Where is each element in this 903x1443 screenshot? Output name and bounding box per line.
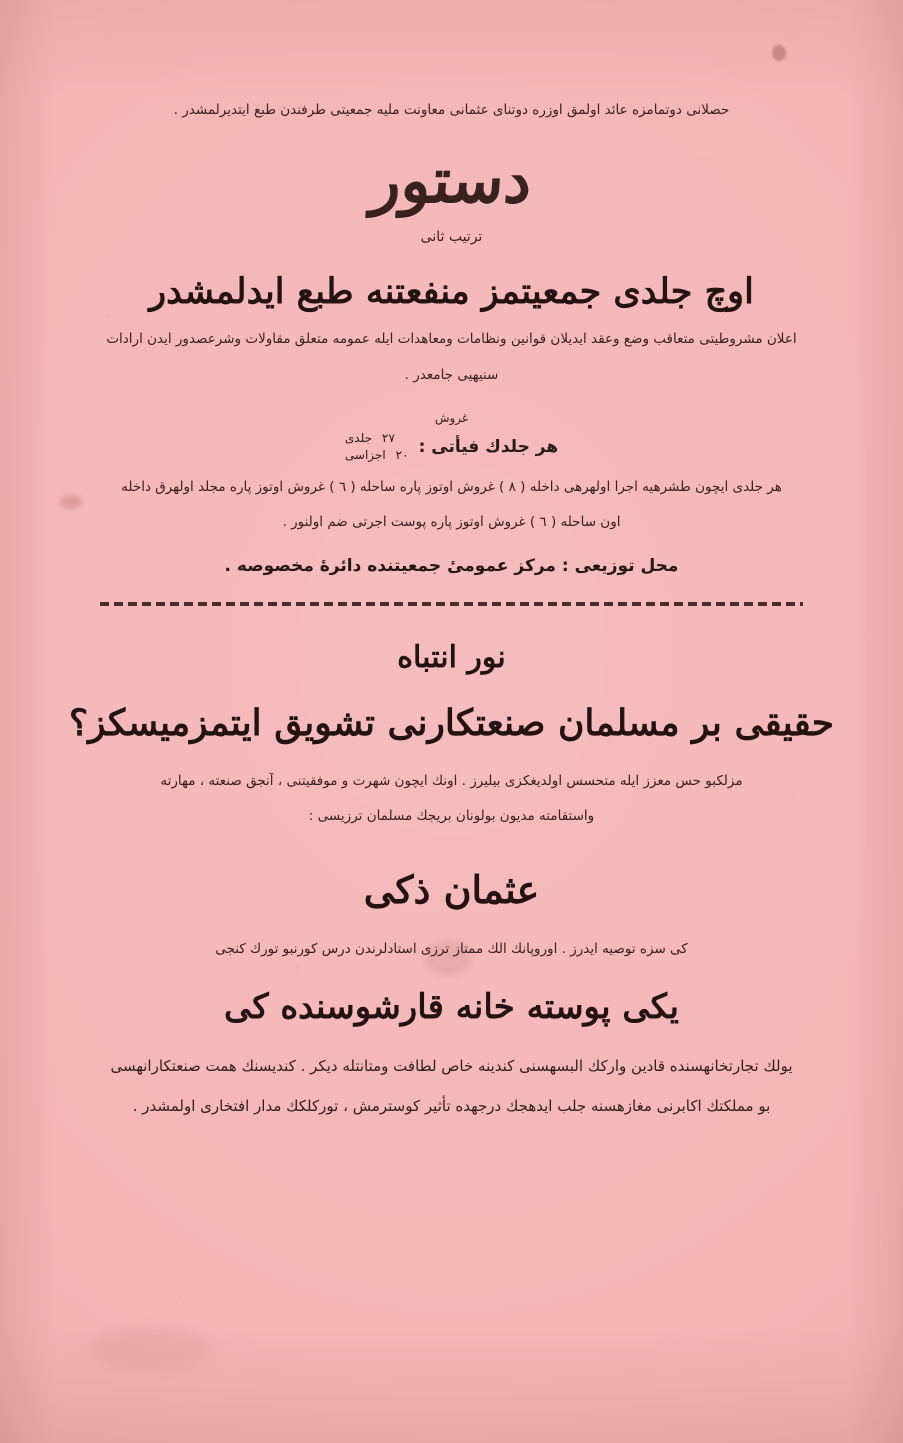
- advert-body-line-1: مزلكبو حس معزز ایله متحسس اولدیغکزی بیلیرز . اونك ایچون شهرت و موفقیتنی ، آنجق صنعته ، مهارته: [160, 772, 743, 789]
- advert-address-headline: یکی پوسته خانه قارشوسنده کی: [223, 986, 679, 1027]
- section-divider: [100, 602, 803, 606]
- price-row: [345, 447, 409, 464]
- advert-kicker: نور انتباه: [397, 639, 506, 675]
- publisher-note: حصلانی دوتمامزه عائد اولمق اوزره دوتنای عثمانی معاونت ملیه جمعیتی طرفندن طبع ایتدیرلمشدر .: [173, 102, 730, 118]
- shipping-line-2: اون ساحله ( ٦ ) غروش اوتوز پاره پوست اجرتی ضم اولنور .: [282, 514, 621, 531]
- advert-headline: حقیقی بر مسلمان صنعتکارنی تشویق ایتمزمیسکز؟: [69, 701, 834, 744]
- price-row-value: ٢٧: [382, 430, 395, 445]
- advert-body-line-4: یولك تجارتخانهسنده قادین وارکك البسهسنی کندینه خاص لطافت ومتانتله دیکر . کندیسنك همت صنعتکارانهسی: [110, 1057, 793, 1076]
- price-label: هر جلدك فیأتی :: [418, 437, 559, 458]
- main-headline: اوچ جلدی جمعیتمز منفعتنه طبع ایدلمشدر: [149, 270, 754, 312]
- tailor-name: عثمان ذکی: [363, 867, 540, 913]
- description-line-1: اعلان مشروطیتی متعاقب وضع وعقد ایدیلان قوانین ونظامات ومعاهدات ایله عمومه متعلق مقاولات وشرعصدور ایدن ارادات: [106, 331, 797, 348]
- masthead-subtitle: ترتیب ثانی: [420, 228, 483, 245]
- advert-body-line-5: بو مملکتك اکابرنی مغازهسنه جلب ایدهجك درجهده تأثیر کوسترمش ، تورکلکك مدار افتخاری اولمشدر .: [132, 1097, 771, 1116]
- masthead-title: دستور: [368, 143, 535, 217]
- price-heading: غروش: [434, 410, 469, 425]
- shipping-line-1: هر جلدی ایچون طشرهیه اجرا اولهرهی داخله ( ٨ ) غروش اوتوز پاره ساحله ( ٦ ) غروش اوتوز پاره مجلد اولهرق داخله: [121, 478, 782, 495]
- price-row-name: اجزاسی: [344, 448, 386, 463]
- description-line-2: سنیهیی جامعدر .: [404, 366, 499, 383]
- advert-body-line-3: کی سزه توصیه ایدرز . اوروپانك الك ممتاز ترزی استادلرندن درس کورنبو تورك کنجی: [215, 941, 688, 958]
- price-row-name: جلدی: [344, 430, 372, 445]
- price-block: [60, 430, 843, 465]
- price-rows: [345, 430, 409, 465]
- price-row: [345, 430, 409, 447]
- advert-body-line-2: واستقامته مدیون بولونان بریجك مسلمان ترزیسی :: [308, 808, 595, 825]
- distribution-line: محل توزیعی : مركز عمومیٔ جمعیتنده دائرهٔ مخصوصه .: [224, 555, 679, 576]
- price-row-value: ٢٠: [395, 448, 409, 463]
